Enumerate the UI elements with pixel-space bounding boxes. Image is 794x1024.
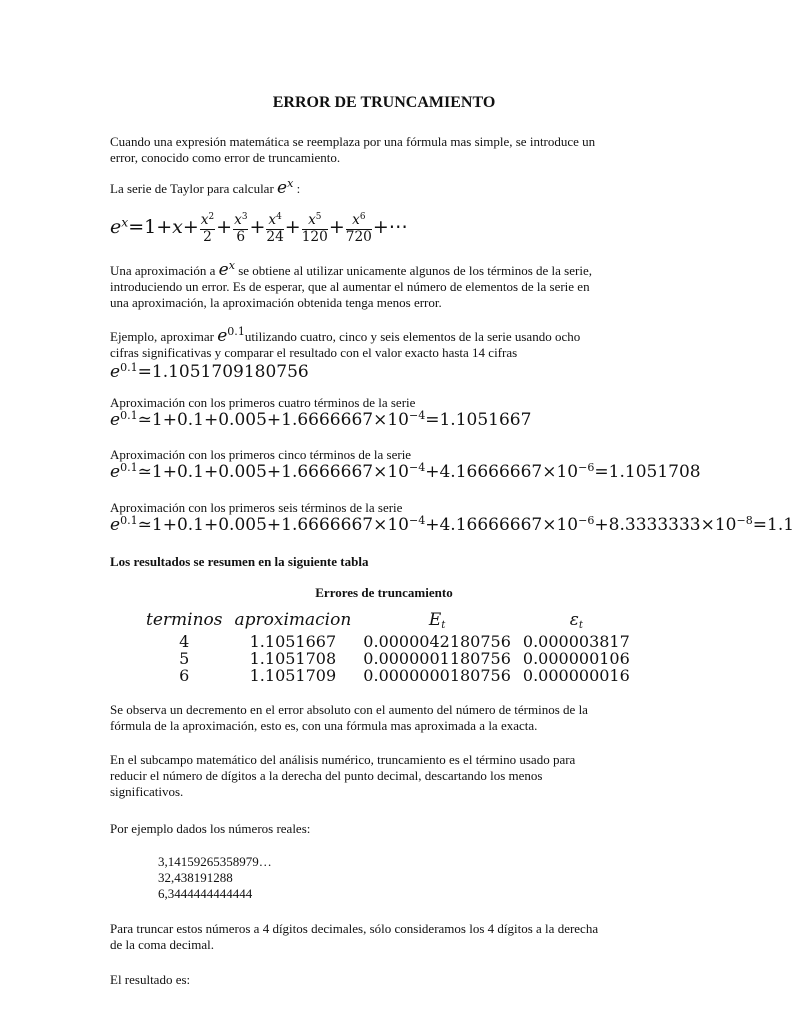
table-header-row [140,612,636,633]
list-item: 3,14159265358979… [158,854,272,869]
table-row: 5 1.1051708 0.0000001180756 0.000000106 [179,649,630,668]
observation-paragraph: Se observa un decremento en el error absoluto con el aumento del número de términos de la fórmula de la aproximación, esto es, con una fórmula mas aproximada a la exacta. [110,702,588,733]
approx-4-formula: $e^{0.1}≃1+0.1+0.005+1.6666667\times 10^{-4}=1.1051667$ [110,408,532,430]
approx-4-label: Aproximación con los primeros cuatro términos de la serie [110,395,416,410]
approx-6-label: Aproximación con los primeros seis términos de la serie [110,500,403,515]
table-row: 6 1.1051709 0.0000000180756 0.000000016 [179,666,630,685]
summary-heading: Los resultados se resumen en la siguiente tabla [110,554,369,569]
table-caption: Errores de truncamiento [315,585,453,600]
numeric-analysis-paragraph: En el subcampo matemático del análisis numérico, truncamiento es el término usado para reducir el número de dígitos a la derecha del punto decimal, descartando los menos significativos. [110,752,576,799]
result-label: El resultado es: [110,972,191,987]
list-item: 32,438191288 [158,870,233,885]
truncate-paragraph: Para truncar estos números a 4 dígitos decimales, sólo consideramos los 4 dígitos a la derecha de la coma decimal. [110,921,599,952]
approx-5-label: Aproximación con los primeros cinco términos de la serie [110,447,412,462]
reals-list [158,854,272,902]
approx-5-formula: $e^{0.1}≃1+0.1+0.005+1.6666667\times 10^{-4}+4.16666667\times 10^{-6}=1.1051708$ [110,460,701,482]
approximation-paragraph: Una aproximación a $e^x$ se obtiene al utilizar unicamente algunos de los términos de la serie, introduciendo un error. Es de esperar, que al aumentar el número de elementos de la serie en una aproximación, la aproximación obtenida tenga menos error. [110,258,592,310]
approx-6-formula: $e^{0.1}≃1+0.1+0.005+1.6666667\times 10^{-4}+4.16666667\times 10^{-6}+8.3333333\times 10^{-8}=1.1$ [110,513,794,535]
header-terminos: terminos [146,610,223,630]
header-absolute-error: $E_t$ [428,610,446,632]
header-relative-error: $\varepsilon_t$ [569,610,583,632]
table-row: 4 1.1051667 0.0000042180756 0.000003817 [179,632,630,651]
truncation-table [140,612,636,684]
e-to-x-inline: $e^x$ [277,176,294,198]
example-paragraph: Ejemplo, aproximar $e^{0.1}utilizando$ cuatro, cinco y seis elementos de la serie usando ocho cifras significativas y comparar el resultado con el valor exacto hasta 14 cifras [110,324,581,360]
header-aproximacion: aproximacion [234,610,352,630]
taylor-series-formula: $e^x=1+x+$ $\frac{x^2}{2}$ + $\frac{x^3}{6}$ + $\frac{x^4}{24}$ + $\frac{x^5}{120}$ + $\frac{x^6}{720}$ +⋯ [110,212,408,245]
intro-paragraph: Cuando una expresión matemática se reemplaza por una fórmula mas simple, se introduce un error, conocido como error de truncamiento. [110,134,596,165]
page-title: ERROR DE TRUNCAMIENTO [272,94,496,111]
reals-intro: Por ejemplo dados los números reales: [110,821,311,836]
list-item: 6,3444444444444 [158,886,253,901]
exact-value-formula: $e^{0.1}=1.1051709180756$ [110,360,309,382]
taylor-intro: La serie de Taylor para calcular $e^x$ : [110,176,301,198]
